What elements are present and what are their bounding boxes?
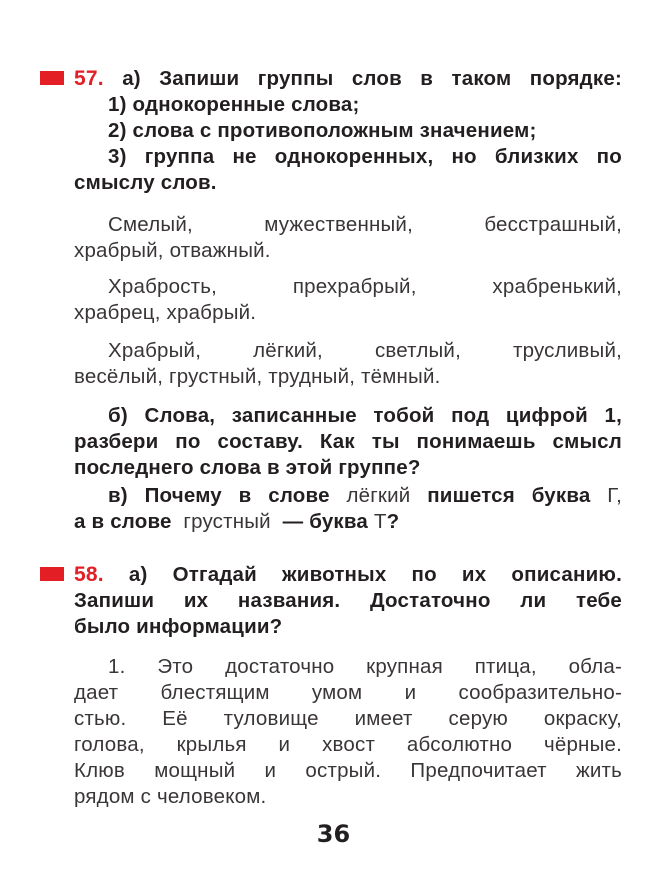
exercise-57-task [74, 66, 622, 196]
exercise-58-heading [74, 562, 622, 588]
example-letter: Т [373, 510, 387, 533]
exercise-number: 58. [74, 563, 104, 586]
task-line: разбери по составу. Как ты понимаешь смысл [74, 430, 622, 453]
task-item-1: 1) однокоренные слова; [108, 93, 360, 116]
example-word: лёгкий [346, 484, 411, 507]
word-group-line: Храбрость, прехрабрый, храбренький, [108, 275, 622, 298]
task-line: Запиши их названия. Достаточно ли тебе [74, 589, 622, 612]
exercise-57-part-b [74, 403, 622, 481]
task-text: ? [386, 510, 400, 533]
exercise-58-task [74, 562, 622, 640]
word-group-3 [74, 338, 622, 390]
exercise-number: 57. [74, 67, 104, 90]
task-text: в) Почему в слове [108, 484, 330, 507]
exercise-57-heading [74, 66, 622, 92]
word-group-line: весёлый, грустный, трудный, тёмный. [74, 365, 441, 388]
task-item-3-line-1: 3) группа не однокоренных, но близких по [108, 145, 622, 168]
text-line: Клюв мощный и острый. Предпочитает жить [74, 759, 622, 782]
word-group-line: храбрец, храбрый. [74, 301, 257, 324]
task-text: а) Отгадай животных по их описанию. [128, 563, 622, 586]
task-text: пишется буква [427, 484, 591, 507]
task-line: б) Слова, записанные тобой под цифрой 1, [108, 404, 622, 427]
red-marker-icon [40, 567, 64, 581]
text-line: 1. Это достаточно крупная птица, обла- [108, 655, 622, 678]
task-line: последнего слова в этой группе? [74, 456, 421, 479]
example-word: грустный [183, 510, 271, 533]
word-group-line: Храбрый, лёгкий, светлый, трусливый, [108, 339, 622, 362]
text-line: рядом с человеком. [74, 785, 267, 808]
task-text: а в слове [74, 510, 172, 533]
word-group-1 [74, 212, 622, 264]
word-group-line: Смелый, мужественный, бесстрашный, [108, 213, 622, 236]
exercise-58-text [74, 654, 622, 810]
text-line: голова, крылья и хвост абсолютно чёрные. [74, 733, 622, 756]
task-text: — буква [282, 510, 369, 533]
word-group-2 [74, 274, 622, 326]
example-letter: Г, [607, 484, 622, 507]
word-group-line: храбрый, отважный. [74, 239, 271, 262]
page-number: 36 [316, 820, 351, 848]
red-marker-icon [40, 71, 64, 85]
text-line: стью. Её туловище имеет серую окраску, [74, 707, 622, 730]
task-item-2: 2) слова с противоположным значением; [108, 119, 537, 142]
task-text: а) Запиши группы слов в таком порядке: [122, 67, 622, 90]
task-line [74, 483, 622, 509]
text-line: дает блестящим умом и сообразительно- [74, 681, 622, 704]
exercise-57-part-v [74, 483, 622, 535]
task-item-3-line-2: смыслу слов. [74, 171, 217, 194]
task-line: было информации? [74, 615, 283, 638]
task-line [74, 509, 622, 535]
